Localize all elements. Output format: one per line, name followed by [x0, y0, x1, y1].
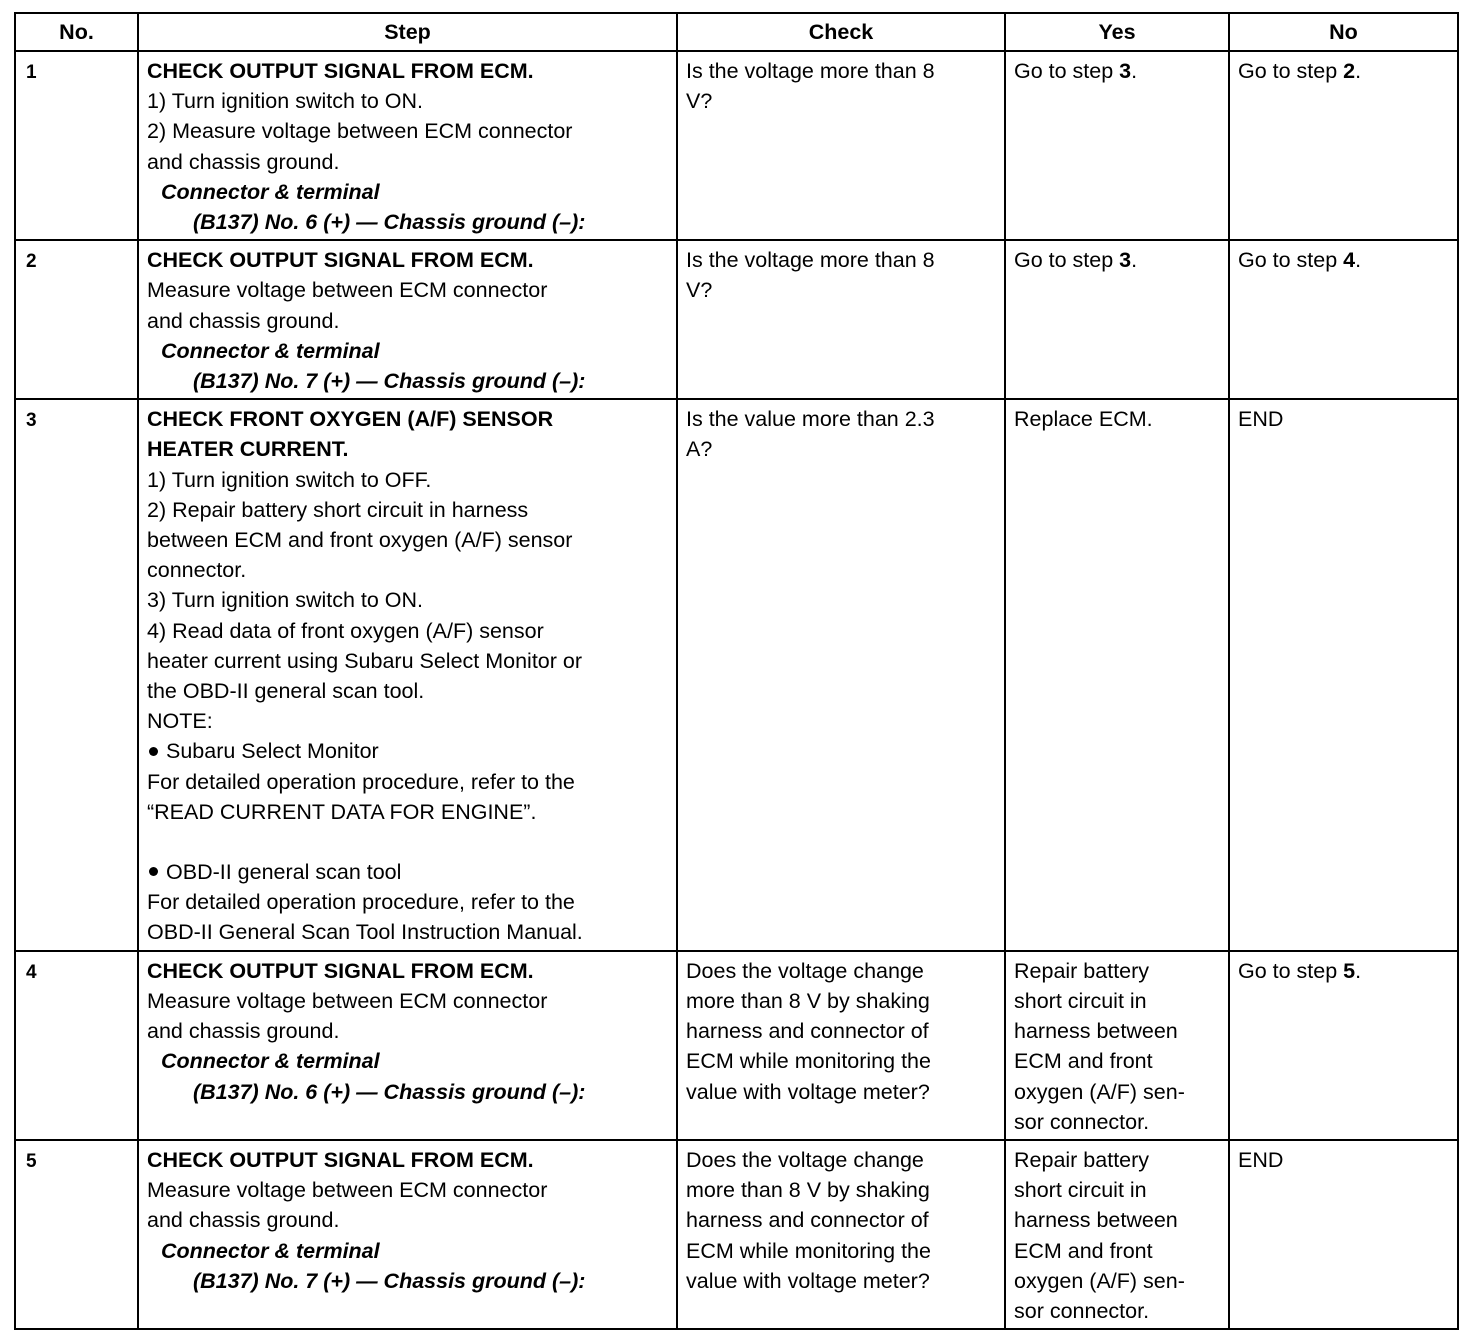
- yes-line: sor connector.: [1014, 1109, 1150, 1134]
- step-line: For detailed operation procedure, refer to the: [147, 890, 575, 915]
- connector-label: Connector & terminal: [161, 1049, 380, 1074]
- note-label: NOTE:: [147, 709, 213, 734]
- step-cell: [138, 240, 677, 399]
- header-no-result: No: [1229, 13, 1458, 51]
- table-row: [15, 240, 1458, 399]
- yes-prefix: Go to step: [1014, 248, 1120, 273]
- yes-step: 3: [1119, 248, 1132, 273]
- bullet-text: Subaru Select Monitor: [166, 739, 379, 764]
- step-line: 2) Measure voltage between ECM connector: [147, 119, 573, 144]
- check-line: value with voltage meter?: [686, 1268, 930, 1293]
- step-number: 1: [15, 51, 138, 240]
- terminal-spec: (B137) No. 6 (+) — Chassis ground (–):: [193, 1079, 586, 1104]
- connector-label: Connector & terminal: [161, 179, 380, 204]
- yes-line: oxygen (A/F) sen-: [1014, 1268, 1185, 1293]
- step-number: 3: [15, 399, 138, 950]
- no-cell: [1229, 240, 1458, 399]
- check-line: Does the voltage change: [686, 1147, 924, 1172]
- table-row: [15, 1140, 1458, 1329]
- step-title: CHECK OUTPUT SIGNAL FROM ECM.: [147, 958, 534, 983]
- yes-line: Repair battery: [1014, 1147, 1150, 1172]
- bullet-icon: [149, 747, 158, 756]
- yes-cell: [1005, 240, 1229, 399]
- no-step: 4: [1343, 248, 1356, 273]
- yes-line: Repair battery: [1014, 958, 1150, 983]
- step-cell: [138, 51, 677, 240]
- no-cell: END: [1229, 1140, 1458, 1329]
- yes-cell: Replace ECM.: [1005, 399, 1229, 950]
- table-row: [15, 951, 1458, 1140]
- table-row: [15, 399, 1458, 950]
- check-line: Is the value more than 2.3: [686, 407, 935, 432]
- no-step: 5: [1343, 958, 1356, 983]
- check-cell: [677, 399, 1005, 950]
- no-prefix: Go to step: [1238, 958, 1344, 983]
- step-line: 4) Read data of front oxygen (A/F) sensor: [147, 618, 544, 643]
- yes-line: sor connector.: [1014, 1298, 1150, 1323]
- check-line: Does the voltage change: [686, 958, 924, 983]
- yes-cell: [1005, 1140, 1229, 1329]
- yes-line: short circuit in: [1014, 988, 1147, 1013]
- check-cell: [677, 240, 1005, 399]
- yes-suffix: .: [1131, 248, 1138, 273]
- step-title: CHECK OUTPUT SIGNAL FROM ECM.: [147, 248, 534, 273]
- check-line: more than 8 V by shaking: [686, 988, 930, 1013]
- yes-cell: [1005, 51, 1229, 240]
- check-line: V?: [686, 278, 713, 303]
- connector-label: Connector & terminal: [161, 1238, 380, 1263]
- check-line: Is the voltage more than 8: [686, 248, 935, 273]
- yes-line: harness between: [1014, 1019, 1178, 1044]
- yes-line: oxygen (A/F) sen-: [1014, 1079, 1185, 1104]
- no-suffix: .: [1355, 958, 1362, 983]
- step-line: Measure voltage between ECM connector: [147, 988, 548, 1013]
- check-line: value with voltage meter?: [686, 1079, 930, 1104]
- step-line: and chassis ground.: [147, 1208, 340, 1233]
- header-no: No.: [15, 13, 138, 51]
- no-prefix: Go to step: [1238, 59, 1344, 83]
- step-line: connector.: [147, 558, 247, 583]
- yes-prefix: Go to step: [1014, 59, 1120, 83]
- bullet-text: OBD-II general scan tool: [166, 860, 402, 885]
- header-yes: Yes: [1005, 13, 1229, 51]
- no-prefix: Go to step: [1238, 248, 1344, 273]
- terminal-spec: (B137) No. 7 (+) — Chassis ground (–):: [193, 369, 586, 394]
- no-cell: [1229, 951, 1458, 1140]
- step-line: “READ CURRENT DATA FOR ENGINE”.: [147, 799, 537, 824]
- step-title: CHECK OUTPUT SIGNAL FROM ECM.: [147, 59, 534, 83]
- connector-label: Connector & terminal: [161, 338, 380, 363]
- yes-suffix: .: [1131, 59, 1138, 83]
- yes-cell: [1005, 951, 1229, 1140]
- check-cell: [677, 51, 1005, 240]
- step-title: CHECK FRONT OXYGEN (A/F) SENSOR: [147, 407, 554, 432]
- step-line: 1) Turn ignition switch to ON.: [147, 89, 424, 114]
- no-cell: [1229, 51, 1458, 240]
- yes-line: short circuit in: [1014, 1178, 1147, 1203]
- no-cell: END: [1229, 399, 1458, 950]
- step-line: 3) Turn ignition switch to ON.: [147, 588, 424, 613]
- step-line: heater current using Subaru Select Monitor or: [147, 648, 583, 673]
- bullet-item: [147, 736, 668, 766]
- check-line: ECM while monitoring the: [686, 1238, 931, 1263]
- check-line: V?: [686, 89, 713, 114]
- step-line: and chassis ground.: [147, 1019, 340, 1044]
- check-line: more than 8 V by shaking: [686, 1178, 930, 1203]
- check-cell: [677, 951, 1005, 1140]
- step-line: between ECM and front oxygen (A/F) sensor: [147, 528, 573, 553]
- check-line: Is the voltage more than 8: [686, 59, 935, 83]
- check-line: A?: [686, 437, 713, 462]
- check-line: ECM while monitoring the: [686, 1049, 931, 1074]
- check-line: harness and connector of: [686, 1208, 929, 1233]
- yes-line: harness between: [1014, 1208, 1178, 1233]
- step-line: For detailed operation procedure, refer to the: [147, 769, 575, 794]
- bullet-item: [147, 857, 668, 887]
- check-cell: [677, 1140, 1005, 1329]
- header-row: [15, 13, 1458, 51]
- no-suffix: .: [1355, 248, 1362, 273]
- step-title: CHECK OUTPUT SIGNAL FROM ECM.: [147, 1147, 534, 1172]
- step-number: 5: [15, 1140, 138, 1329]
- yes-line: ECM and front: [1014, 1049, 1153, 1074]
- step-line: Measure voltage between ECM connector: [147, 1178, 548, 1203]
- step-cell: [138, 1140, 677, 1329]
- no-step: 2: [1343, 59, 1356, 83]
- step-number: 4: [15, 951, 138, 1140]
- step-line: the OBD-II general scan tool.: [147, 679, 425, 704]
- yes-line: ECM and front: [1014, 1238, 1153, 1263]
- no-suffix: .: [1355, 59, 1362, 83]
- header-step: Step: [138, 13, 677, 51]
- step-line: 1) Turn ignition switch to OFF.: [147, 467, 432, 492]
- step-title: HEATER CURRENT.: [147, 437, 349, 462]
- header-check: Check: [677, 13, 1005, 51]
- terminal-spec: (B137) No. 6 (+) — Chassis ground (–):: [193, 210, 586, 235]
- step-line: OBD-II General Scan Tool Instruction Manual.: [147, 920, 583, 945]
- step-line: and chassis ground.: [147, 308, 340, 333]
- diagnostic-table: [14, 12, 1459, 1330]
- table-row: [15, 51, 1458, 240]
- step-cell: [138, 399, 677, 950]
- step-line: 2) Repair battery short circuit in harness: [147, 497, 529, 522]
- step-cell: [138, 951, 677, 1140]
- step-line: and chassis ground.: [147, 149, 340, 174]
- terminal-spec: (B137) No. 7 (+) — Chassis ground (–):: [193, 1268, 586, 1293]
- bullet-icon: [149, 867, 158, 876]
- step-number: 2: [15, 240, 138, 399]
- yes-step: 3: [1119, 59, 1132, 83]
- spacer: [147, 827, 668, 857]
- step-line: Measure voltage between ECM connector: [147, 278, 548, 303]
- check-line: harness and connector of: [686, 1019, 929, 1044]
